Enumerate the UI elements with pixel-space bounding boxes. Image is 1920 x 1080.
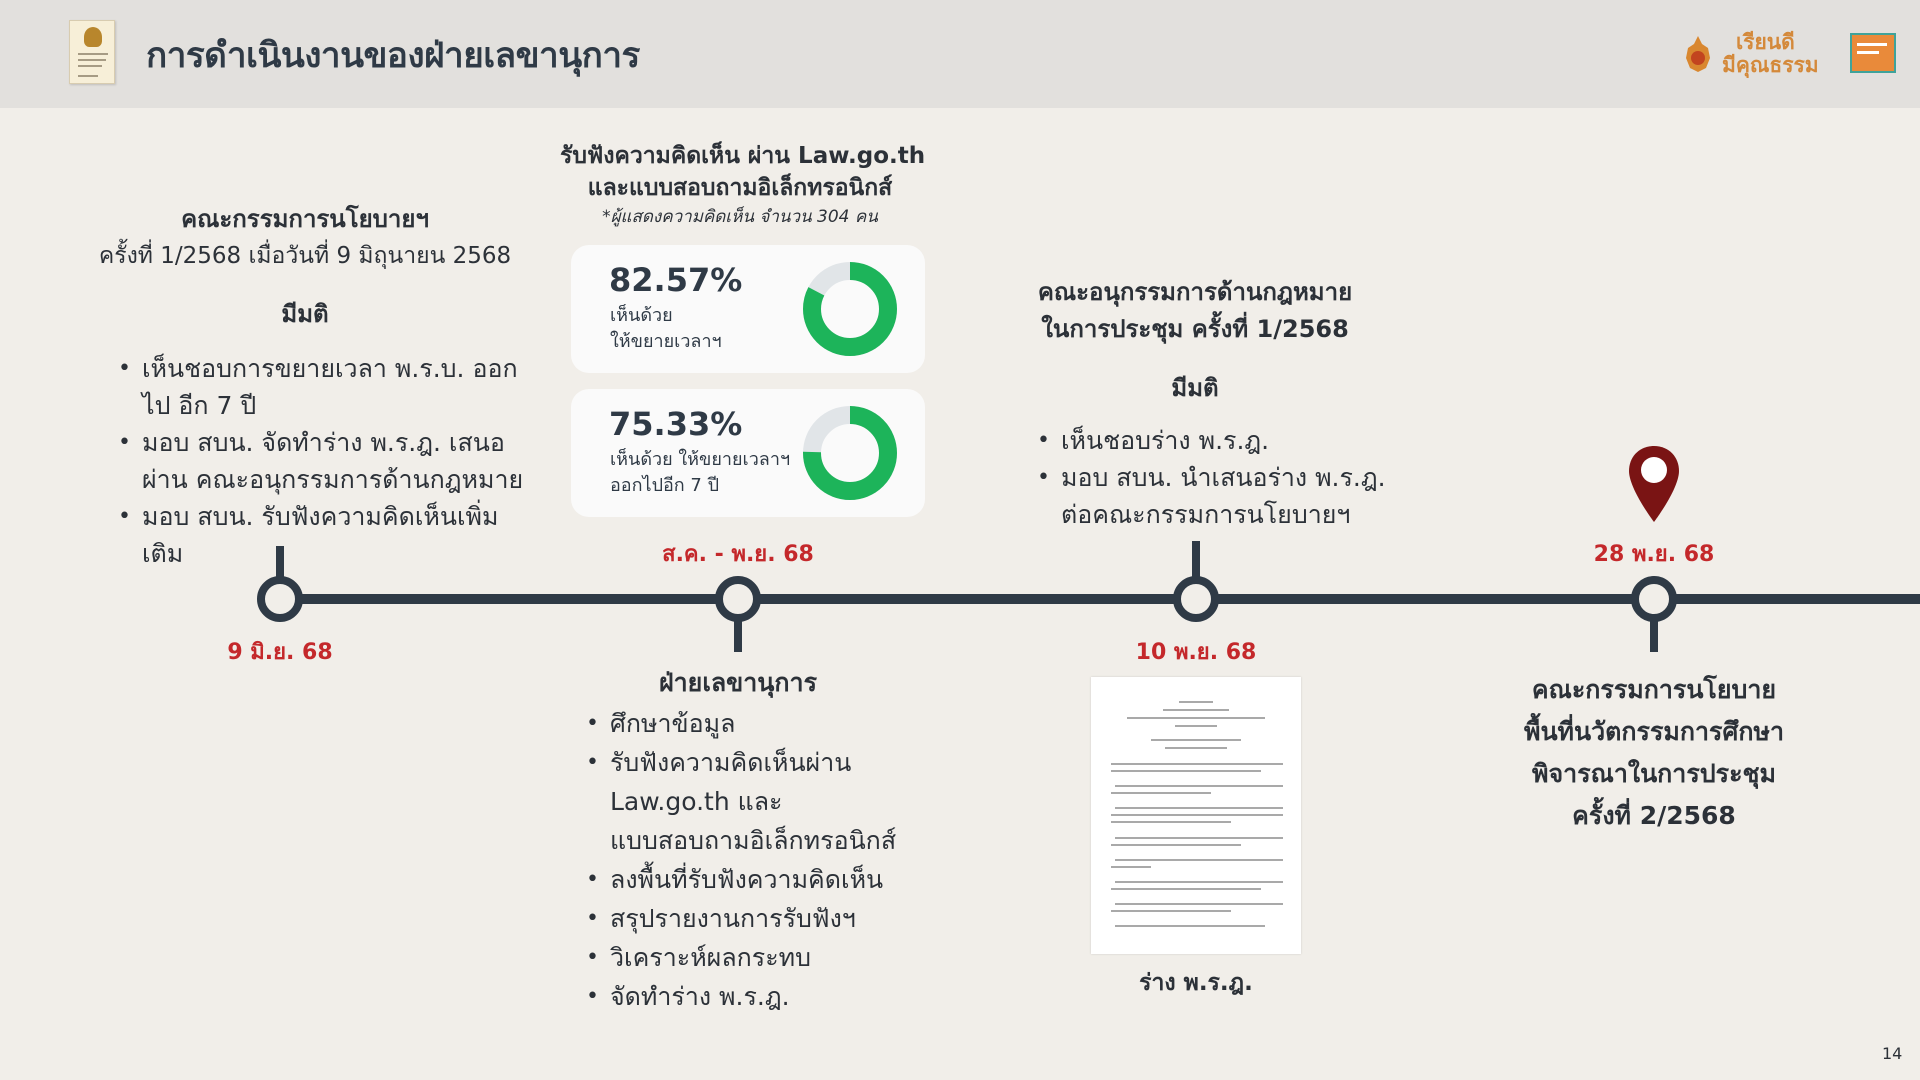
hearing-note: *ผู้แสดงความคิดเห็น จำนวน 304 คน xyxy=(602,207,878,227)
milestone-3-resolution-heading: มีมติ xyxy=(1171,374,1219,402)
page-title: การดำเนินงานของฝ่ายเลขานุการ xyxy=(146,36,640,76)
brand-logo-line2: มีคุณธรรม xyxy=(1722,52,1819,77)
list-item: • ลงพื้นที่รับฟังความคิดเห็น xyxy=(580,860,920,899)
secretariat-task-list xyxy=(580,704,920,1016)
brand-logo-text xyxy=(1722,30,1842,76)
hearing-title-line1: รับฟังความคิดเห็น ผ่าน Law.go.th xyxy=(560,143,926,169)
list-item: • สรุปรายงานการรับฟังฯ xyxy=(580,899,920,938)
donut-chart-2 xyxy=(801,404,899,502)
book-logo-icon xyxy=(1850,33,1896,73)
timeline-node-1 xyxy=(257,576,303,622)
list-item: • เห็นชอบร่าง พ.ร.ฎ. xyxy=(1031,422,1391,459)
date-label-1: 9 มิ.ย. 68 xyxy=(227,640,333,665)
timeline-node-3 xyxy=(1173,576,1219,622)
stat-card-2 xyxy=(571,389,925,517)
secretariat-title: ฝ่ายเลขานุการ xyxy=(658,668,818,697)
milestone-3-title-line2: ในการประชุม ครั้งที่ 1/2568 xyxy=(1041,315,1349,343)
secretariat-heading xyxy=(588,666,888,700)
draft-decree-document-image xyxy=(1091,677,1301,954)
timeline-connector xyxy=(734,618,742,652)
stat-card-1-desc-line2: ให้ขยายเวลาฯ xyxy=(610,331,722,352)
timeline-node-2 xyxy=(715,576,761,622)
timeline-node-4 xyxy=(1631,576,1677,622)
milestone-3-resolution-list xyxy=(1031,422,1391,533)
page-number: 14 xyxy=(1882,1044,1903,1063)
stat-card-2-percent: 75.33% xyxy=(609,405,743,443)
hearing-header xyxy=(560,140,926,230)
stat-card-2-desc xyxy=(610,447,790,499)
donut-chart-1 xyxy=(801,260,899,358)
stat-card-1-percent: 82.57% xyxy=(609,261,743,299)
stat-card-1-desc xyxy=(610,303,722,355)
date-label-4: 28 พ.ย. 68 xyxy=(1593,542,1715,567)
document-cover-icon xyxy=(69,20,115,84)
list-item: • ศึกษาข้อมูล xyxy=(580,704,920,743)
header-bar xyxy=(0,0,1920,108)
timeline-connector xyxy=(276,546,284,580)
milestone-3-title-line1: คณะอนุกรรมการด้านกฎหมาย xyxy=(1037,278,1353,306)
list-item: • มอบ สบน. นำเสนอร่าง พ.ร.ฎ. ต่อคณะกรรมการนโยบายฯ xyxy=(1031,459,1391,533)
stat-card-1-desc-line1: เห็นด้วย xyxy=(610,305,673,326)
school-seal-icon xyxy=(1684,34,1712,74)
date-label-2: ส.ค. - พ.ย. 68 xyxy=(662,542,814,567)
milestone-1-subtitle: ครั้งที่ 1/2568 เมื่อวันที่ 9 มิถุนายน 2568 xyxy=(98,243,512,269)
list-item: • มอบ สบน. จัดทำร่าง พ.ร.ฎ. เสนอ ผ่าน คณะอนุกรรมการด้านกฎหมาย xyxy=(112,424,532,498)
hearing-title-line2: และแบบสอบถามอิเล็กทรอนิกส์ xyxy=(587,175,893,201)
map-pin-icon xyxy=(1627,444,1681,524)
brand-logo-line1: เรียนดี xyxy=(1736,29,1795,54)
milestone-3-text xyxy=(1010,274,1380,405)
date-label-3: 10 พ.ย. 68 xyxy=(1135,640,1257,665)
milestone-4-line: คณะกรรมการนโยบาย xyxy=(1531,675,1777,704)
milestone-1-title: คณะกรรมการนโยบายฯ xyxy=(181,205,429,233)
stat-card-1 xyxy=(571,245,925,373)
draft-doc-caption-wrap xyxy=(1096,966,1296,1000)
list-item: • วิเคราะห์ผลกระทบ xyxy=(580,938,920,977)
stat-card-2-desc-line2: ออกไปอีก 7 ปี xyxy=(610,475,720,496)
list-item: • รับฟังความคิดเห็นผ่าน Law.go.th และ แบบสอบถามอิเล็กทรอนิกส์ xyxy=(580,743,920,860)
list-item: • เห็นชอบการขยายเวลา พ.ร.บ. ออกไป อีก 7 ปี xyxy=(112,350,532,424)
list-item: • มอบ สบน. รับฟังความคิดเห็นเพิ่มเติม xyxy=(112,498,532,572)
milestone-4-line: พื้นที่นวัตกรรมการศึกษา xyxy=(1523,717,1784,746)
milestone-1-resolution-list xyxy=(112,350,532,572)
timeline-connector xyxy=(1192,541,1200,580)
list-item: • จัดทำร่าง พ.ร.ฎ. xyxy=(580,977,920,1016)
milestone-1-text xyxy=(95,202,515,331)
stat-card-2-desc-line1: เห็นด้วย ให้ขยายเวลาฯ xyxy=(610,449,791,470)
draft-doc-caption: ร่าง พ.ร.ฎ. xyxy=(1139,970,1253,996)
garuda-emblem-icon xyxy=(84,27,102,47)
timeline-connector xyxy=(1650,618,1658,652)
milestone-4-line: ครั้งที่ 2/2568 xyxy=(1572,801,1736,830)
milestone-1-resolution-heading: มีมติ xyxy=(281,300,329,328)
milestone-4-line: พิจารณาในการประชุม xyxy=(1532,759,1776,788)
milestone-4-text xyxy=(1474,669,1834,837)
